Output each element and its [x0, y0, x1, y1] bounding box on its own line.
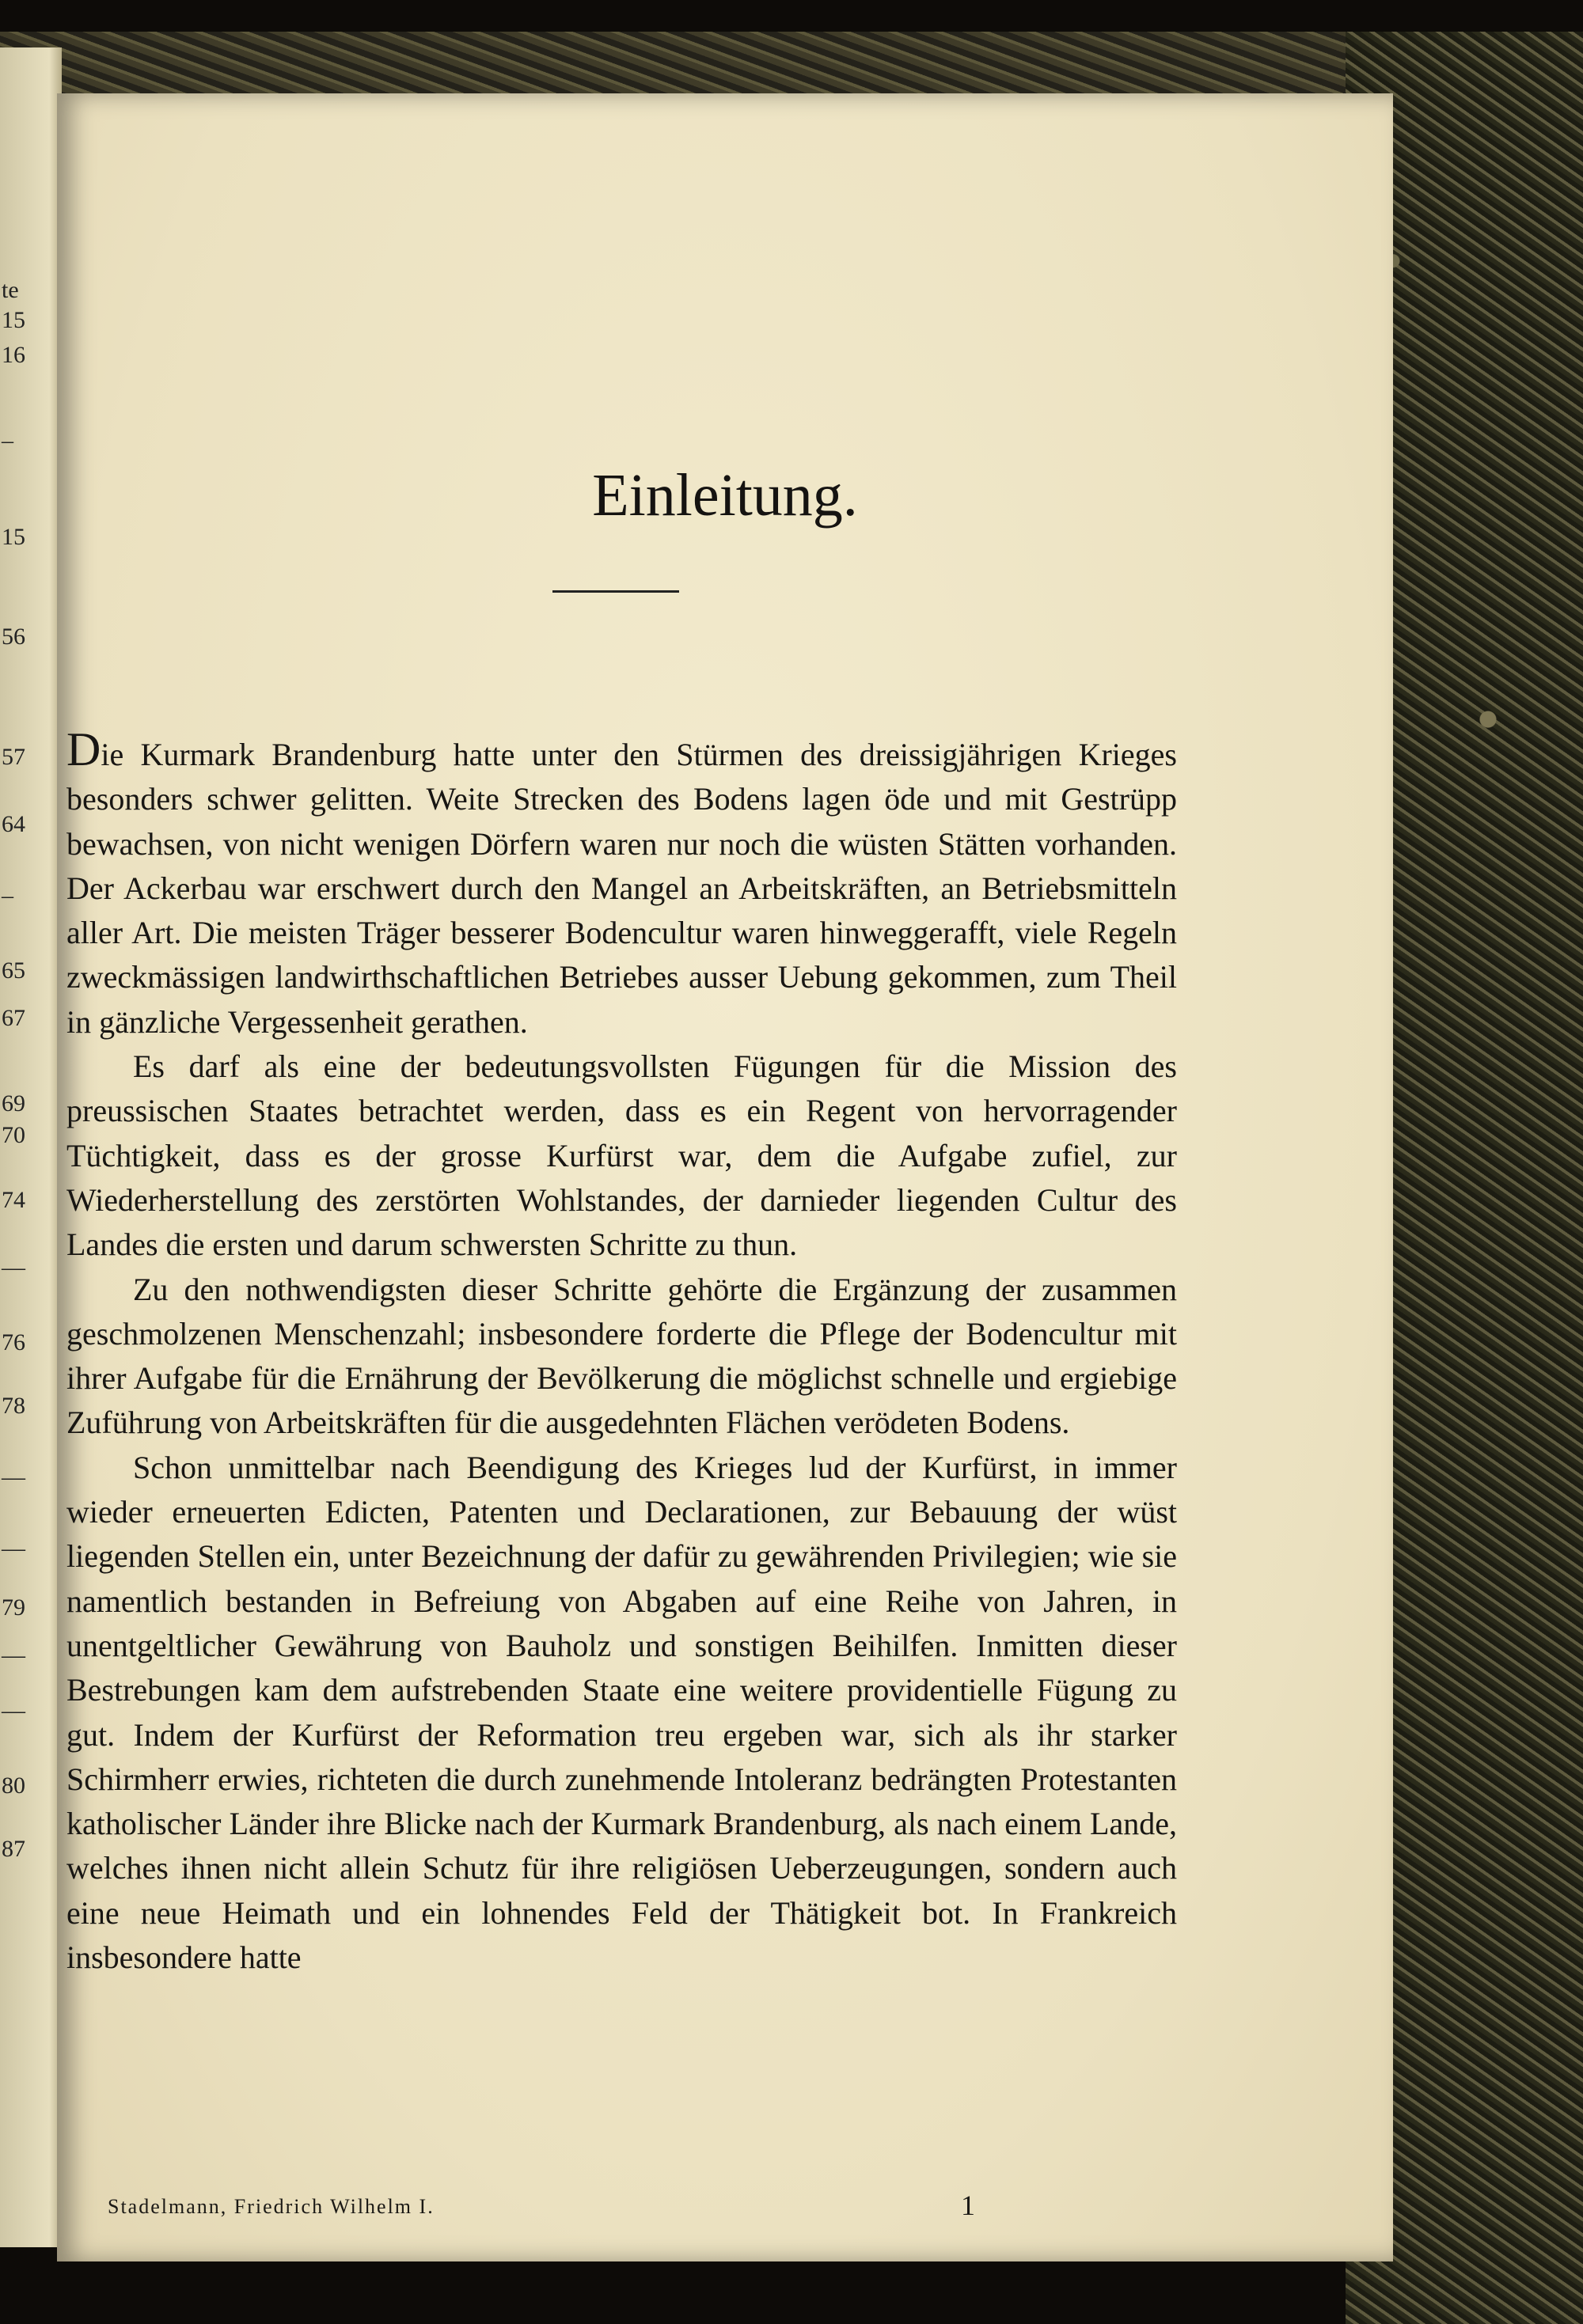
- paragraph: [66, 723, 1177, 1044]
- margin-fragment: te: [2, 277, 19, 303]
- title-rule-divider: [552, 590, 679, 593]
- margin-fragment: –: [2, 427, 13, 453]
- margin-fragment: –: [2, 882, 13, 908]
- margin-fragment: 15: [2, 524, 25, 550]
- margin-fragment: 87: [2, 1836, 25, 1862]
- margin-fragment: 80: [2, 1772, 25, 1799]
- footer-book-title: Friedrich Wilhelm I.: [233, 2195, 435, 2218]
- book-page: [57, 93, 1393, 2261]
- paragraph: Zu den nothwendigsten dieser Schritte gehörte die Ergänzung der zusammen geschmolzenen Menschenzahl; insbesondere forderte die Pflege der Bodencultur mit ihrer Aufgabe für die Ernährung der Bevölkerung die möglichst schnelle und ergiebige Zuführung von Arbeitskräften für die ausgedehnten Flächen verödeten Bodens.: [66, 1271, 1177, 1441]
- margin-fragment: 16: [2, 342, 25, 368]
- paragraph-text: ie Kurmark Brandenburg hatte unter den Stürmen des dreissigjährigen Krieges besonders schwer gelitten. Weite Strecken des Bodens lagen öde und mit Gestrüpp bewachsen, von nicht wenigen Dörfern waren nur noch die wüsten Stätten vorhanden. Der Ackerbau war erschwert durch den Mangel an Arbeitskräften, an Betriebsmitteln aller Art. Die meisten Träger besserer Bodencultur waren hinweggerafft, viele Regeln zweckmässigen landwirthschaftlichen Betriebes ausser Uebung gekommen, zum Theil in gänzliche Vergessenheit gerathen.: [66, 737, 1177, 1040]
- margin-fragment: 70: [2, 1122, 25, 1148]
- footer-signature: [108, 2195, 435, 2219]
- margin-fragment: 78: [2, 1393, 25, 1419]
- margin-fragment: 67: [2, 1005, 25, 1031]
- margin-fragment: —: [2, 1535, 25, 1561]
- margin-fragment: 57: [2, 744, 25, 770]
- margin-fragment: 76: [2, 1329, 25, 1355]
- margin-fragment: —: [2, 1254, 25, 1280]
- margin-fragment: 69: [2, 1090, 25, 1117]
- footer-separator: ,: [220, 2195, 234, 2218]
- paragraph: Schon unmittelbar nach Beendigung des Krieges lud der Kurfürst, in immer wieder erneuerten Edicten, Patenten und Declarationen, zur Bebauung der wüst liegenden Stellen ein, unter Bezeichnung der dafür zu gewährenden Privilegien; wie sie namentlich bestanden in Befreiung von Abgaben auf eine Reihe von Jahren, in unentgeltlicher Gewährung von Bauholz und sonstigen Beihilfen. Inmitten dieser Bestrebungen kam dem aufstrebenden Staate eine weitere providentielle Fügung zu gut. Indem der Kurfürst der Reformation treu ergeben war, sich als ihr starker Schirmherr erwies, richteten die durch zunehmende Intoleranz bedrängten Protestanten katholischer Länder ihre Blicke nach der Kurmark Brandenburg, als nach einem Lande, welches ihnen nicht allein Schutz für ihre religiösen Ueberzeugungen, sondern auch eine neue Heimath und ein lohnendes Feld der Thätigkeit bot. In Frankreich insbesondere hatte: [66, 1449, 1177, 1976]
- margin-fragment: 15: [2, 307, 25, 333]
- margin-fragment: 65: [2, 957, 25, 984]
- margin-fragment: —: [2, 1464, 25, 1490]
- chapter-title: Einleitung.: [592, 462, 858, 529]
- margin-fragment: 74: [2, 1187, 25, 1213]
- footer-author: Stadelmann: [108, 2195, 221, 2218]
- margin-fragment: —: [2, 1697, 25, 1723]
- paragraph: Es darf als eine der bedeutungsvollsten Fügungen für die Mission des preussischen Staates betrachtet werden, dass es ein Regent von hervorragender Tüchtigkeit, dass es der grosse Kurfürst war, dem die Aufgabe zufiel, zur Wiederherstellung des zerstörten Wohlstandes, der darnieder liegenden Cultur des Landes die ersten und darum schwersten Schritte zu thun.: [66, 1048, 1177, 1263]
- body-text: [66, 723, 1177, 1980]
- margin-fragment: 79: [2, 1594, 25, 1621]
- page-number: 1: [961, 2189, 975, 2221]
- margin-fragment: 56: [2, 624, 25, 650]
- margin-fragment: —: [2, 1642, 25, 1668]
- facing-page-fragment: [0, 47, 62, 2247]
- margin-fragment: 64: [2, 811, 25, 837]
- drop-cap: D: [66, 723, 101, 775]
- book-edge-top: [0, 32, 1425, 103]
